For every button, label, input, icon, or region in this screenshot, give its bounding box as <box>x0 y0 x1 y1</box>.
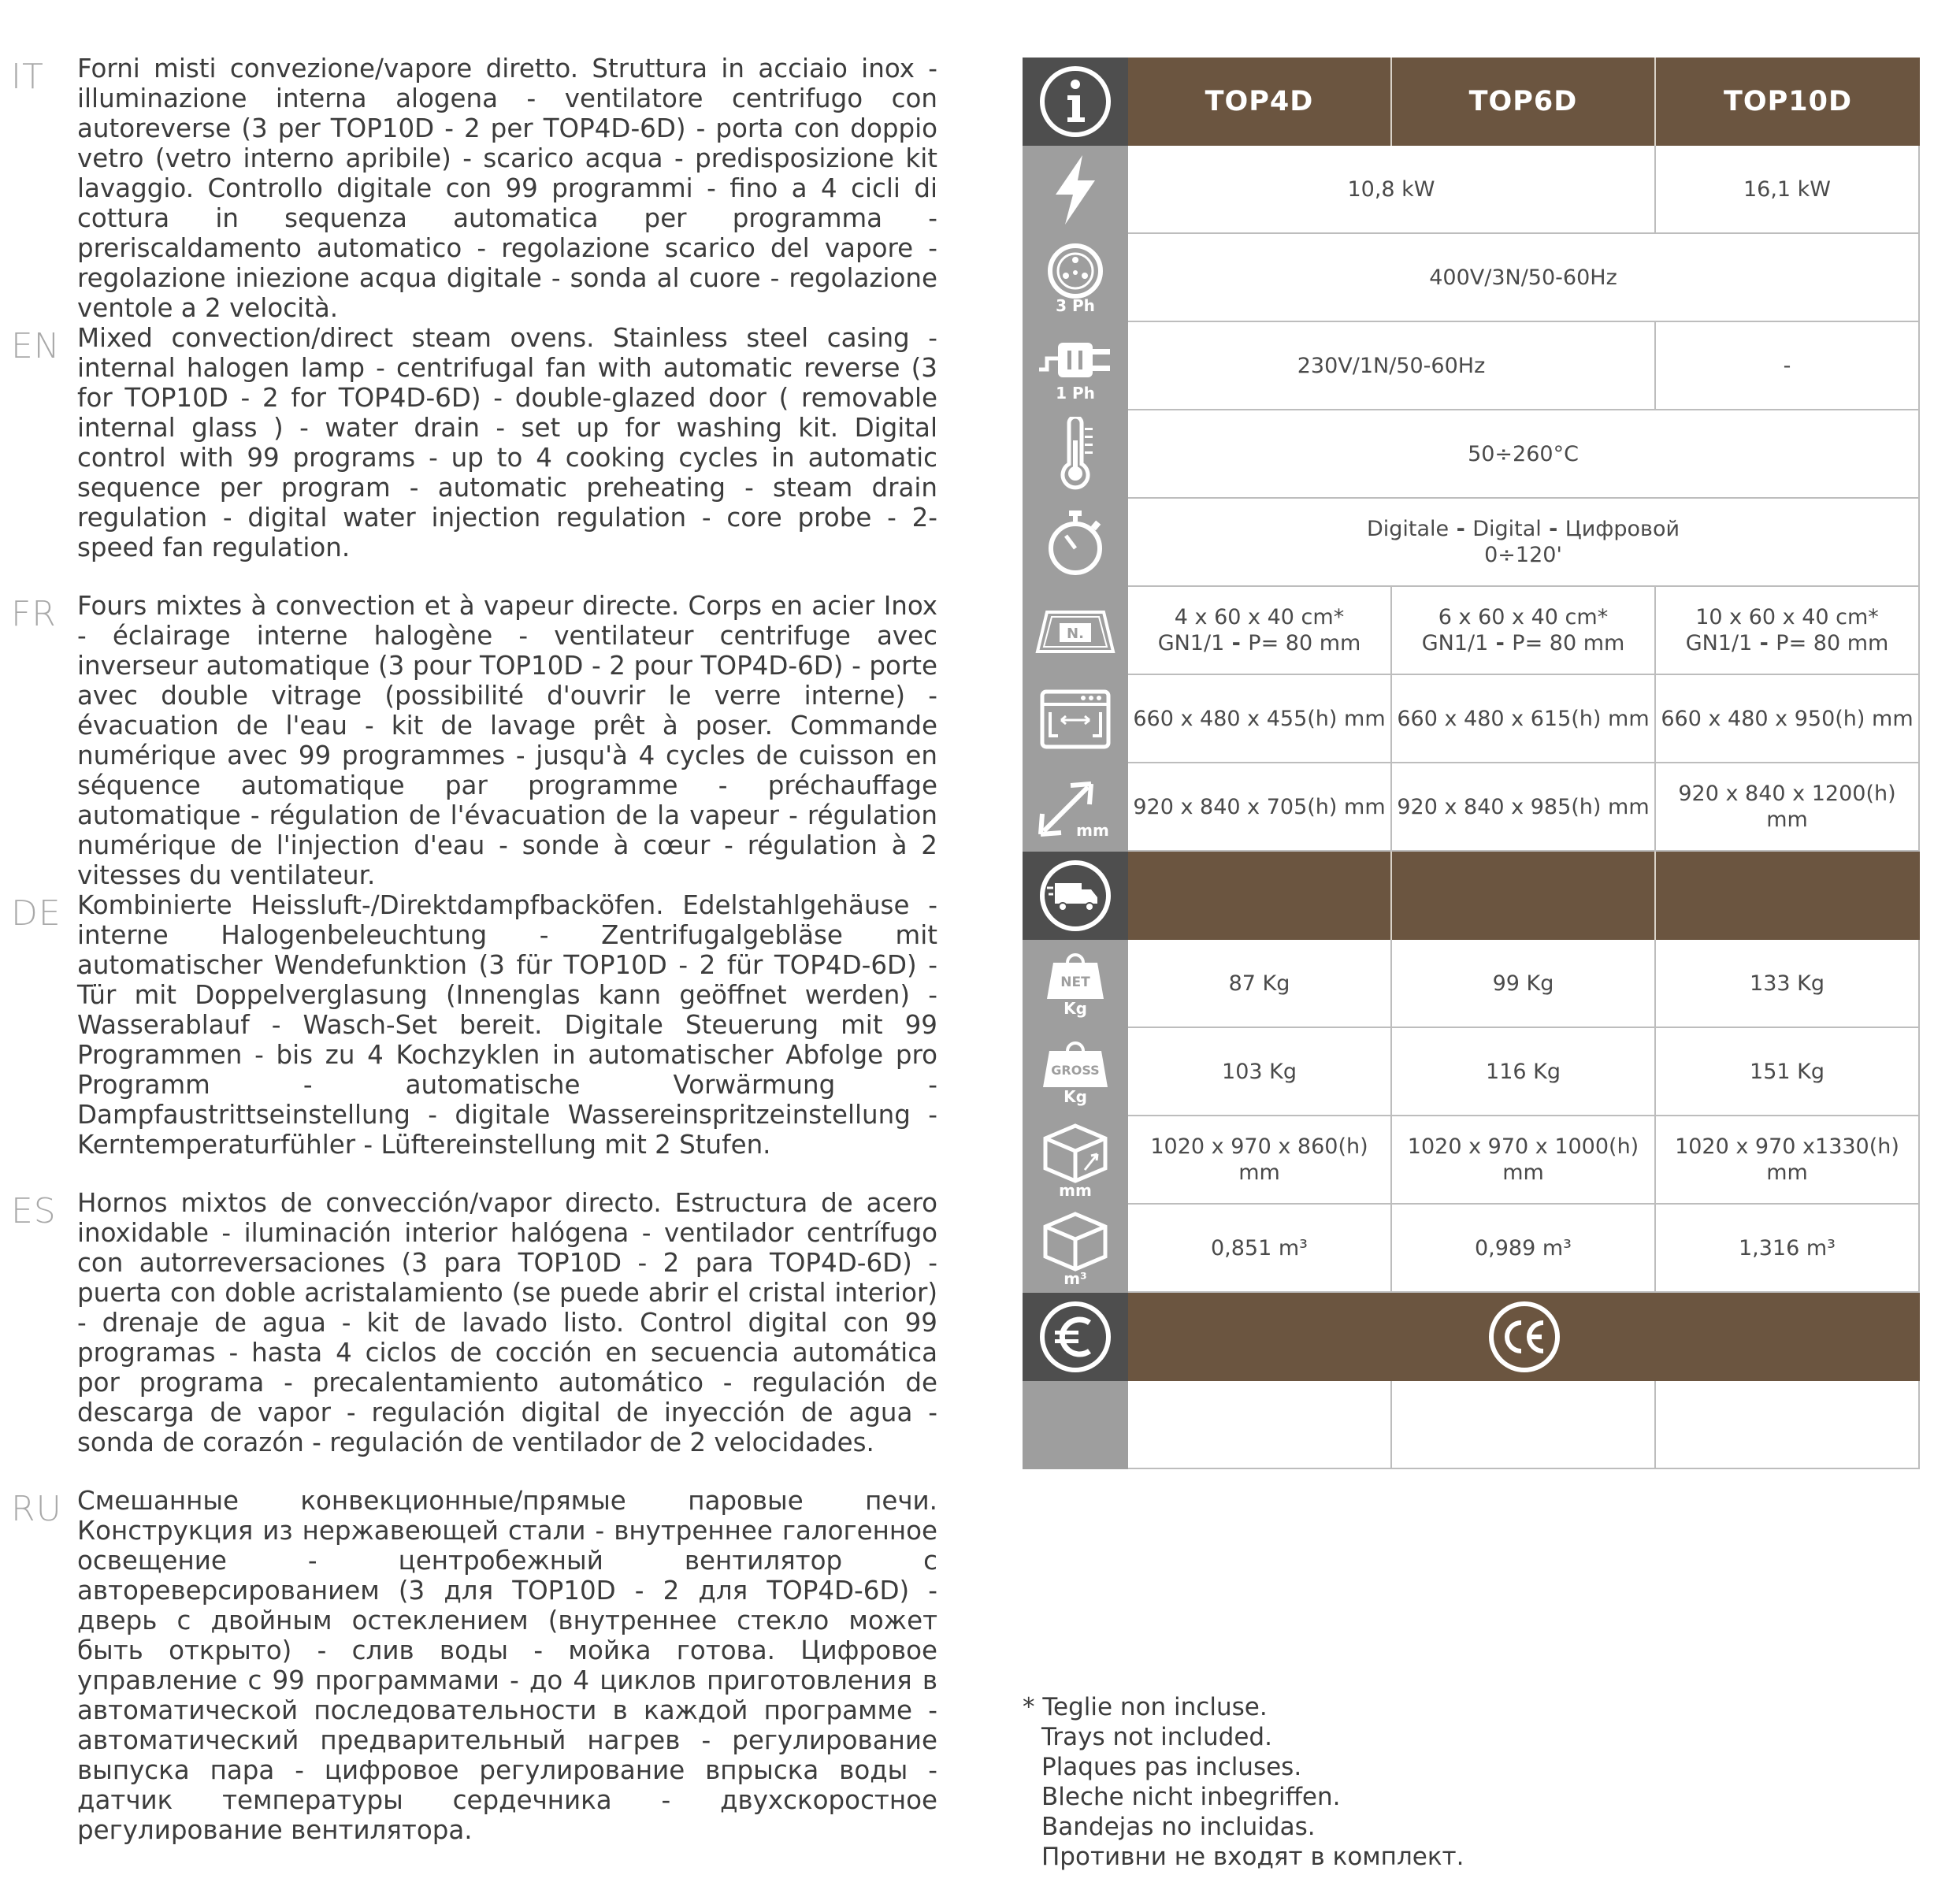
language-code: IT <box>11 57 44 97</box>
separator: - <box>1488 631 1513 655</box>
package-dims-top6d: 1020 x 970 x 1000(h) mm <box>1392 1116 1656 1205</box>
box-volume-icon <box>1023 1205 1128 1293</box>
package-dims-top4d: 1020 x 970 x 860(h) mm <box>1128 1116 1392 1205</box>
capacity-trays: 4 x 60 x 40 cm* <box>1174 605 1345 629</box>
timer-row <box>1023 499 1920 587</box>
single-phase-value-top10d: - <box>1656 322 1920 410</box>
price-top10d <box>1656 1381 1920 1469</box>
timer-value <box>1128 499 1920 587</box>
capacity-trays: 10 x 60 x 40 cm* <box>1695 605 1879 629</box>
capacity-top10d <box>1656 587 1920 675</box>
description-text: Смешанные конвекционные/прямые паровые печи. Конструкция из нержавеющей стали - внутреннее галогенное освещение - центробежный вентилятор с автореверсированием (3 для TOP10D - 2 для TOP4D-6D) - дверь с двойным остеклением (внутреннее стекло может быть открыто) - слив воды - мойка готова. Цифровое управление с 99 программами - до 4 циклов приготовления в автоматической последовательности в каждой программе - автоматический предварительный нагрев - регулирование выпуска пара - цифровое регулирование впрыска воды - датчик температуры сердечника - двухскоростное регулирование вентилятора. <box>77 1486 937 1845</box>
net-weight-top4d: 87 Kg <box>1128 940 1392 1028</box>
three-phase-value: 400V/3N/50-60Hz <box>1128 234 1920 322</box>
temperature-range: 50÷260°C <box>1128 410 1920 499</box>
shipping-header-cell <box>1656 852 1920 940</box>
external-dims-top4d: 920 x 840 x 705(h) mm <box>1128 763 1392 852</box>
capacity-trays: 6 x 60 x 40 cm* <box>1438 605 1609 629</box>
capacity-top4d <box>1128 587 1392 675</box>
timer-label-ru: Цифровой <box>1565 517 1680 541</box>
price-icon-cell <box>1023 1381 1128 1469</box>
capacity-gn: GN1/1 <box>1685 631 1753 655</box>
external-dims-top6d: 920 x 840 x 985(h) mm <box>1392 763 1656 852</box>
net-weight-top6d: 99 Kg <box>1392 940 1656 1028</box>
capacity-pitch: P= 80 mm <box>1512 631 1625 655</box>
gross-weight-icon-label: GROSS <box>1051 1063 1100 1078</box>
language-code: ES <box>11 1191 57 1231</box>
timer-range: 0÷120' <box>1484 543 1562 567</box>
lightning-icon <box>1023 146 1128 234</box>
footnote-line-de: Bleche nicht inbegriffen. <box>1041 1783 1341 1811</box>
net-weight-top10d: 133 Kg <box>1656 940 1920 1028</box>
language-code: FR <box>11 594 57 634</box>
language-code: DE <box>11 893 61 934</box>
three-phase-row <box>1023 234 1920 322</box>
separator: - <box>1752 631 1776 655</box>
single-phase-row <box>1023 322 1920 410</box>
shipping-header-cell <box>1128 852 1392 940</box>
price-top4d <box>1128 1381 1392 1469</box>
single-phase-value: 230V/1N/50-60Hz <box>1128 322 1656 410</box>
delivery-truck-icon <box>1023 852 1128 940</box>
net-weight-icon-label: NET <box>1060 975 1090 990</box>
gross-weight-top4d: 103 Kg <box>1128 1028 1392 1116</box>
power-value-top10d: 16,1 kW <box>1656 146 1920 234</box>
separator: - <box>1224 631 1249 655</box>
description-text: Fours mixtes à convection et à vapeur directe. Corps en acier Inox - éclairage interne halogène - ventilateur centrifuge avec inverseur automatique (3 pour TOP10D - 2 pour TOP4D-6D) - porte avec double vitrage (possibilité d'ouvrir le verre interne) - évacuation de l'eau - kit de lavage prêt à poser. Commande numérique avec 99 programmes - jusqu'à 4 cycles de cuisson en séquence automatique par programme - préchauffage automatique - régulation de l'évacuation de la vapeur - régulation numérique de l'injection d'eau - sonde à cœur - régulation à 2 vitesses du ventilateur. <box>77 591 937 890</box>
tray-icon-label: N. <box>1067 626 1084 642</box>
volume-unit-label: m³ <box>1064 1269 1087 1288</box>
shipping-header-cell <box>1392 852 1656 940</box>
capacity-pitch: P= 80 mm <box>1776 631 1889 655</box>
plug-icon <box>1023 322 1128 410</box>
footnote-line-ru: Противни не входят в комплект. <box>1041 1843 1464 1871</box>
capacity-row <box>1023 587 1920 675</box>
oven-chamber-icon <box>1023 675 1128 763</box>
volume-top4d: 0,851 m³ <box>1128 1205 1392 1293</box>
price-top6d <box>1392 1381 1656 1469</box>
info-icon <box>1023 58 1128 146</box>
footnote <box>1023 1692 1464 1872</box>
capacity-pitch: P= 80 mm <box>1248 631 1361 655</box>
external-dimensions-row <box>1023 763 1920 852</box>
header-row <box>1023 58 1920 146</box>
tray-icon <box>1023 587 1128 675</box>
temperature-row <box>1023 410 1920 499</box>
volume-row <box>1023 1205 1920 1293</box>
timer-label-it: Digitale <box>1366 517 1450 541</box>
package-dimensions-row <box>1023 1116 1920 1205</box>
ce-mark-icon <box>1487 1299 1562 1375</box>
gross-weight-unit-label: Kg <box>1064 1087 1087 1106</box>
thermometer-icon <box>1023 410 1128 499</box>
model-header-top10d: TOP10D <box>1656 58 1920 146</box>
external-dims-top10d: 920 x 840 x 1200(h) mm <box>1656 763 1920 852</box>
price-row <box>1023 1381 1920 1469</box>
single-phase-label: 1 Ph <box>1056 384 1095 403</box>
timer-line-1 <box>1367 516 1680 542</box>
net-weight-icon <box>1023 940 1128 1028</box>
model-header-top6d: TOP6D <box>1392 58 1656 146</box>
euro-icon <box>1023 1293 1128 1381</box>
power-row <box>1023 146 1920 234</box>
footnote-line-es: Bandejas no incluidas. <box>1041 1813 1316 1841</box>
capacity-gn: GN1/1 <box>1421 631 1489 655</box>
language-code: RU <box>11 1489 62 1529</box>
footnote-line-en: Trays not included. <box>1041 1723 1272 1751</box>
internal-dims-top6d: 660 x 480 x 615(h) mm <box>1392 675 1656 763</box>
gross-weight-icon <box>1023 1028 1128 1116</box>
power-value-top4d-top6d: 10,8 kW <box>1128 146 1656 234</box>
footnote-line-it: * Teglie non incluse. <box>1023 1693 1268 1721</box>
description-text: Hornos mixtos de convección/vapor directo. Estructura de acero inoxidable - iluminación interior halógena - ventilador centrífugo con autorreversaciones (3 para TOP10D - 2 para TOP4D-6D) - puerta con doble acristalamiento (se puede abrir el cristal interior) - drenaje de agua - kit de lavado listo. Control digital con 99 programas - hasta 4 ciclos de cocción en secuencia automática por programa - precalentamiento automático - regulación de descarga de vapor - regulación digital de inyección de agua - sonda de corazón - regulación de ventilador de 2 velocidades. <box>77 1188 937 1457</box>
package-dims-unit-label: mm <box>1059 1181 1092 1200</box>
gross-weight-top6d: 116 Kg <box>1392 1028 1656 1116</box>
ce-header-cell <box>1128 1293 1920 1381</box>
diagonal-dimension-icon <box>1023 763 1128 852</box>
ext-dims-icon-unit: mm <box>1076 821 1109 839</box>
model-header-top4d: TOP4D <box>1128 58 1392 146</box>
box-dimensions-icon <box>1023 1116 1128 1205</box>
timer-label-en: Digital <box>1472 517 1542 541</box>
price-header-row <box>1023 1293 1920 1381</box>
gross-weight-row <box>1023 1028 1920 1116</box>
three-phase-socket-icon <box>1023 234 1128 322</box>
separator: - <box>1449 517 1473 541</box>
package-dims-top10d: 1020 x 970 x1330(h) mm <box>1656 1116 1920 1205</box>
stopwatch-icon <box>1023 499 1128 587</box>
capacity-gn: GN1/1 <box>1157 631 1225 655</box>
description-text: Forni misti convezione/vapore diretto. Struttura in acciaio inox - illuminazione interna alogena - ventilatore centrifugo con autoreverse (3 per TOP10D - 2 per TOP4D-6D) - porta con doppio vetro (vetro interno apribile) - scarico acqua - predisposizione kit lavaggio. Controllo digitale con 99 programmi - fino a 4 cicli di cottura in sequenza automatica per programma - preriscaldamento automatico - regolazione scarico del vapore - regolazione iniezione acqua digitale - sonda al cuore - regolazione ventole a 2 velocità. <box>77 54 937 323</box>
capacity-top6d <box>1392 587 1656 675</box>
language-code: EN <box>11 326 61 366</box>
separator: - <box>1541 517 1565 541</box>
net-weight-unit-label: Kg <box>1064 999 1087 1018</box>
internal-dims-top4d: 660 x 480 x 455(h) mm <box>1128 675 1392 763</box>
gross-weight-top10d: 151 Kg <box>1656 1028 1920 1116</box>
net-weight-row <box>1023 940 1920 1028</box>
footnote-line-fr: Plaques pas incluses. <box>1041 1753 1302 1781</box>
internal-dims-top10d: 660 x 480 x 950(h) mm <box>1656 675 1920 763</box>
shipping-header-row <box>1023 852 1920 940</box>
description-text: Kombinierte Heissluft-/Direktdampfbacköfen. Edelstahlgehäuse - interne Halogenbeleuchtung - Zentrifugalgebläse mit automatischer Wendefunktion (3 für TOP10D - 2 für TOP4D-6D) - Tür mit Doppelverglasung (Innenglas kann geöffnet werden) - Wasserablauf - Wasch-Set bereit. Digitale Steuerung mit 99 Programmen - bis zu 4 Kochzyklen in automatischer Abfolge pro Programm - automatische Vorwärmung - Dampfaustrittseinstellung - digitale Wassereinspritzeinstellung - Kerntemperaturfühler - Lüftereinstellung mit 2 Stufen. <box>77 890 937 1160</box>
description-text: Mixed convection/direct steam ovens. Stainless steel casing - internal halogen lamp - centrifugal fan with automatic reverse (3 for TOP10D - 2 for TOP4D-6D) - double-glazed door ( removable internal glass ) - water drain - set up for washing kit. Digital control with 99 programs - up to 4 cooking cycles in automatic sequence per program - automatic preheating - steam drain regulation - digital water injection regulation - core probe - 2-speed fan regulation. <box>77 323 937 562</box>
internal-dimensions-row <box>1023 675 1920 763</box>
three-phase-label: 3 Ph <box>1056 296 1095 315</box>
volume-top10d: 1,316 m³ <box>1656 1205 1920 1293</box>
volume-top6d: 0,989 m³ <box>1392 1205 1656 1293</box>
